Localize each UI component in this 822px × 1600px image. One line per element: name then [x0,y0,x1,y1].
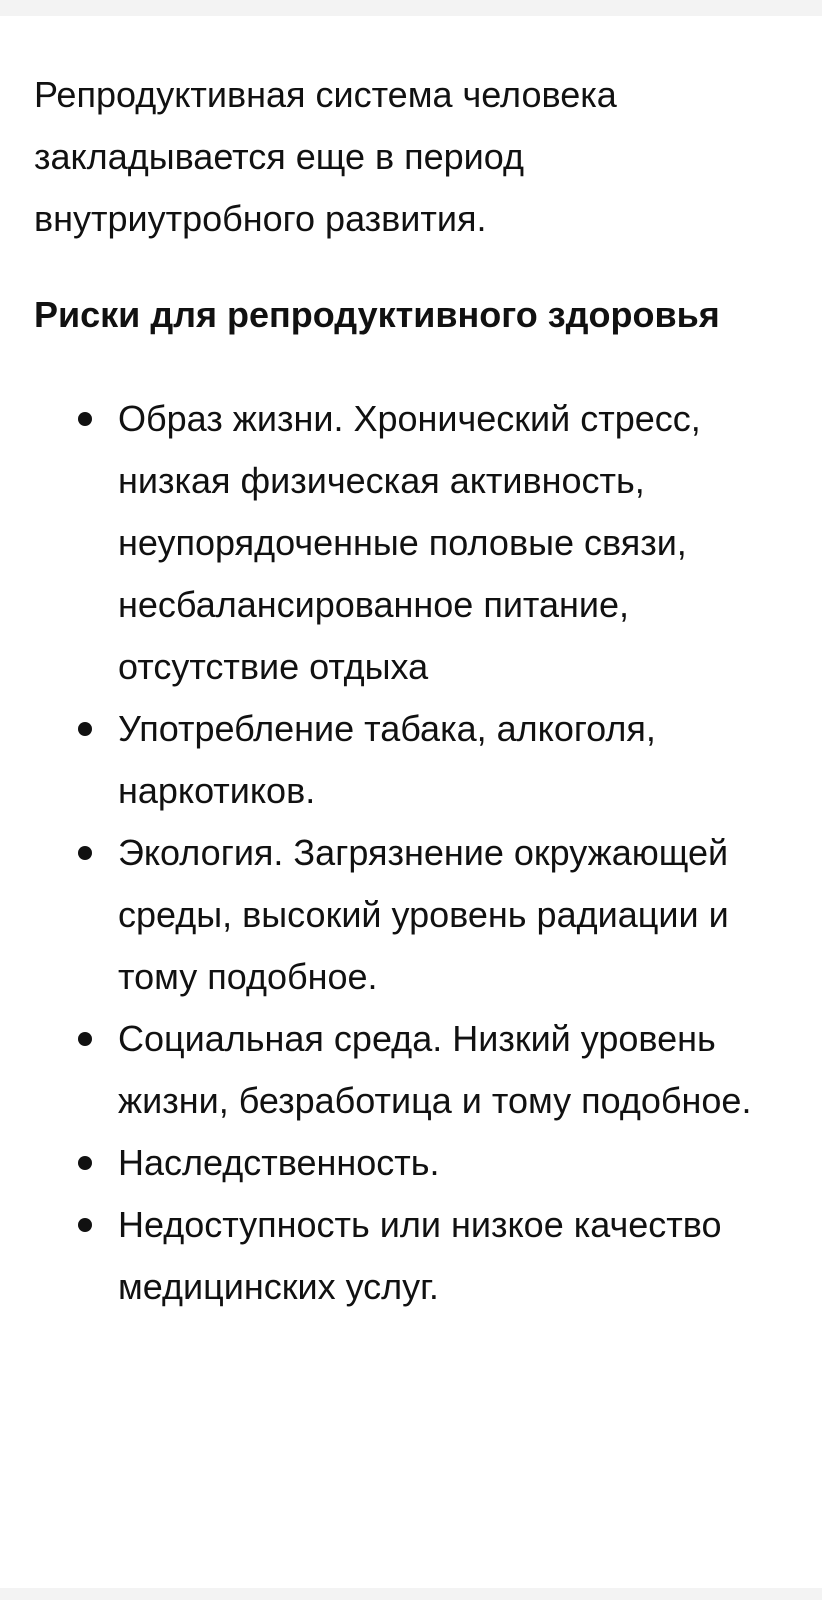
article-body [34,64,804,1318]
bullet-icon [78,1032,92,1046]
risk-item-ecology [34,822,804,1008]
risk-item-text: Употребление табака, алкоголя, наркотиков. [118,708,656,811]
risk-item-medical [34,1194,804,1318]
section-heading: Риски для репродуктивного здоровья [34,294,720,335]
risk-item-substances [34,698,804,822]
bullet-icon [78,722,92,736]
risk-item-text: Недоступность или низкое качество медицинских услуг. [118,1204,722,1307]
risk-item-social [34,1008,804,1132]
risk-item-text: Социальная среда. Низкий уровень жизни, безработица и тому подобное. [118,1018,752,1121]
bottom-strip [0,1588,822,1600]
risk-item-heredity [34,1132,804,1194]
risk-item-text: Экология. Загрязнение окружающей среды, высокий уровень радиации и тому подобное. [118,832,729,997]
risk-list [34,388,804,1318]
bullet-icon [78,412,92,426]
risk-item-text: Образ жизни. Хронический стресс, низкая физическая активность, неупорядоченные половые связи, несбалансированное питание, отсутствие отдыха [118,398,701,687]
bullet-icon [78,846,92,860]
article-page [0,16,822,1588]
risk-item-text: Наследственность. [118,1142,440,1183]
bullet-icon [78,1218,92,1232]
risk-item-lifestyle [34,388,804,698]
intro-paragraph: Репродуктивная система человека закладывается еще в период внутриутробного развития. [34,74,617,239]
bullet-icon [78,1156,92,1170]
